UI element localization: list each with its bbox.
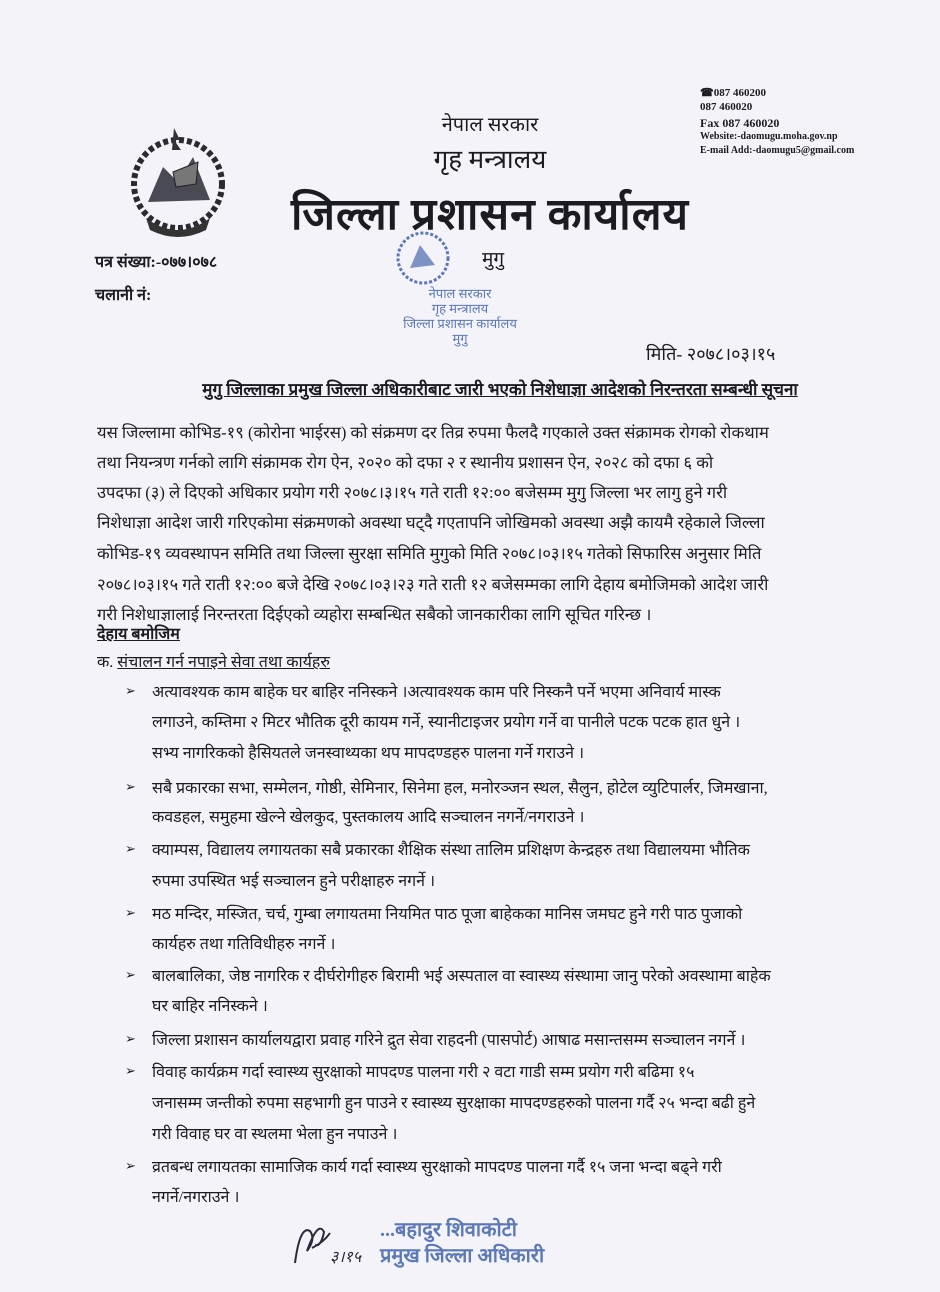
body-line: २०७८।०३।१५ गते राती १२:०० बजे देखि २०७८।०३।२३ गते राती १२ बजेसम्मका लागि देहाय बमोजिमको आदेश जारी	[97, 575, 769, 594]
bullet-item-line: लगाउने, कम्तिमा २ मिटर भौतिक दूरी कायम गर्ने, स्यानीटाइजर प्रयोग गर्ने वा पानीले पटक पटक हात धुने ।	[152, 714, 741, 731]
bullet-item-line: कवडहल, समुहमा खेल्ने खेलकुद, पुस्तकालय आदि सञ्चालन नगर्ने/नगराउने ।	[152, 809, 585, 826]
section-heading: देहाय बमोजिम	[97, 626, 180, 643]
bullet-arrow-icon: ➢	[125, 1158, 136, 1173]
government-name: नेपाल सरकार	[441, 114, 539, 136]
subsection-title: संचालन गर्न नपाइने सेवा तथा कार्यहरु	[117, 654, 331, 671]
body-line: उपदफा (३) ले दिएको अधिकार प्रयोग गरी २०७८।३।१५ गते राती १२:०० बजेसम्म मुगु जिल्ला भर लागु हुने गरी	[97, 483, 728, 502]
email: E-mail Add:-daomugu5@gmail.com	[700, 145, 855, 156]
bullet-arrow-icon: ➢	[125, 905, 136, 920]
bullet-item-line: नगर्ने/नगराउने ।	[152, 1189, 240, 1206]
bullet-item-line: विवाह कार्यक्रम गर्दा स्वास्थ्य सुरक्षाको मापदण्ड पालना गरी २ वटा गाडी सम्म प्रयोग गरी बढिमा १५	[152, 1064, 695, 1081]
bullet-item-line: मठ मन्दिर, मस्जित, चर्च, गुम्बा लगायतमा नियमित पाठ पूजा बाहेकका मानिस जमघट हुने गरी पाठ पुजाको	[152, 906, 743, 923]
body-line: गरी निशेधाज्ञालाई निरन्तरता दिईएको व्यहोरा सम्बन्धित सबैको जानकारीका लागि सूचित गरिन्छ ।	[97, 605, 652, 624]
bullet-item-line: गरी विवाह घर वा स्थलमा भेला हुन नपाउने ।	[152, 1126, 398, 1143]
bullet-item-line: व्रतबन्ध लगायतका सामाजिक कार्य गर्दा स्वास्थ्य सुरक्षाको मापदण्ड पालना गर्दै १५ जना भन्दा बढ्ने गरी	[152, 1159, 722, 1176]
body-line: यस जिल्लामा कोभिड-१९ (कोरोना भाईरस) को संक्रमण दर तिव्र रुपमा फैलदै गएकाले उक्त संक्रामक रोगको रोकथाम	[97, 423, 769, 442]
signature-stamp	[290, 1215, 590, 1275]
subject-line: मुगु जिल्लाका प्रमुख जिल्ला अधिकारीबाट जारी भएको निशेधाज्ञा आदेशको निरन्तरता सम्बन्धी सूचना	[202, 380, 798, 399]
bullet-item-line: अत्यावश्यक काम बाहेक घर बाहिर ननिस्कने ।अत्यावश्यक काम परि निस्कनै पर्ने भएमा अनिवार्य मास्क	[152, 684, 721, 701]
telephone-icon: ☎	[700, 87, 714, 99]
stamp-line: जिल्ला प्रशासन कार्यालय	[403, 316, 517, 331]
signature-stamp-name: ...बहादुर शिवाकोटी	[380, 1219, 517, 1241]
office-name: जिल्ला प्रशासन कार्यालय	[290, 190, 690, 239]
contact-block	[700, 86, 854, 158]
subsection-prefix: क.	[97, 654, 114, 671]
letter-date: मिति- २०७८।०३।१५	[646, 344, 776, 364]
bullet-arrow-icon: ➢	[125, 683, 136, 698]
bullet-item-line: रुपमा उपस्थित भई सञ्चालन हुने परीक्षाहरु नगर्ने ।	[152, 873, 436, 890]
ministry-name: गृह मन्त्रालय	[433, 145, 547, 174]
bullet-arrow-icon: ➢	[125, 841, 136, 856]
phone-2: 087 460020	[700, 101, 753, 113]
bullet-item-line: जिल्ला प्रशासन कार्यालयद्वारा प्रवाह गरिने द्रुत सेवा राहदनी (पासपोर्ट) आषाढ मसान्तसम्म सञ्चालन नगर्ने ।	[152, 1032, 746, 1049]
body-line: तथा नियन्त्रण गर्नको लागि संक्रामक रोग ऐन, २०२० को दफा २ र स्थानीय प्रशासन ऐन, २०२८ को दफा ६ को	[97, 453, 714, 472]
bullet-arrow-icon: ➢	[125, 967, 136, 982]
fax: Fax 087 460020	[700, 116, 780, 130]
body-line: निशेधाज्ञा आदेश जारी गरिएकोमा संक्रमणको अवस्था घट्दै गएतापनि जोखिमको अवस्था अझै कायमै रहेकाले जिल्ला	[97, 513, 765, 532]
website: Website:-daomugu.moha.gov.np	[700, 131, 838, 142]
bullet-arrow-icon: ➢	[125, 1063, 136, 1078]
bullet-item-line: क्याम्पस, विद्यालय लगायतका सबै प्रकारका शैक्षिक संस्था तालिम प्रशिक्षण केन्द्रहरु तथा विद्यालयमा भौतिक	[152, 842, 750, 859]
bullet-item-line: बालबालिका, जेष्ठ नागरिक र दीर्घरोगीहरु बिरामी भई अस्पताल वा स्वास्थ्य संस्थामा जानु परेको अवस्थामा बाहेक	[152, 968, 771, 985]
stamp-line: नेपाल सरकार	[428, 286, 492, 301]
signature-stamp-title: प्रमुख जिल्ला अधिकारी	[380, 1245, 545, 1267]
bullet-item-line: जनासम्म जन्तीको रुपमा सहभागी हुन पाउने र स्वास्थ्य सुरक्षाका मापदण्डहरुको पालना गर्दै २५ भन्दा बढी हुने	[152, 1095, 756, 1112]
bullet-arrow-icon: ➢	[125, 1031, 136, 1046]
bullet-item-line: सबै प्रकारका सभा, सम्मेलन, गोष्ठी, सेमिनार, सिनेमा हल, मनोरञ्जन स्थल, सैलुन, होटेल व्युटिपार्लर, जिमखाना,	[152, 780, 768, 797]
body-line: कोभिड-१९ व्यवस्थापन समिति तथा जिल्ला सुरक्षा समिति मुगुको मिति २०७८।०३।१५ गतेको सिफारिस अनुसार मिति	[97, 544, 762, 563]
bullet-item-line: कार्यहरु तथा गतिविधीहरु नगर्ने ।	[152, 936, 336, 953]
letter-number: पत्र संख्या:-०७७।०७८	[95, 254, 218, 271]
stamp-line: मुगु	[452, 331, 468, 346]
phone-1: 087 460200	[713, 87, 766, 99]
bullet-arrow-icon: ➢	[125, 779, 136, 794]
bullet-item-line: घर बाहिर ननिस्कने ।	[152, 998, 268, 1015]
bullet-item-line: सभ्य नागरिकको हैसियतले जनस्वाथ्यका थप मापदण्डहरु पालना गर्ने गराउने ।	[152, 745, 585, 762]
stamp-line: गृह मन्त्रालय	[431, 301, 489, 316]
office-location: मुगु	[482, 249, 505, 270]
signature-date: ३।१५	[330, 1249, 362, 1266]
dispatch-number: चलानी नं:	[95, 287, 152, 304]
